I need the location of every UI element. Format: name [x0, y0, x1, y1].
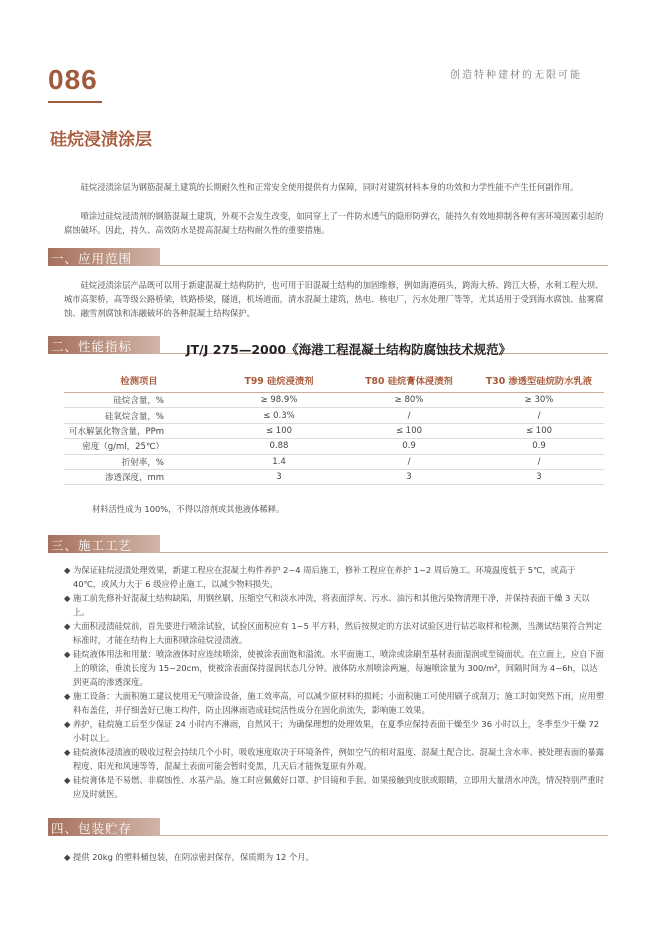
table-cell: 3 — [214, 469, 344, 484]
table-cell: / — [474, 454, 604, 469]
table-row — [64, 469, 604, 484]
standard-title: JT/J 275—2000《海港工程混凝土结构防腐蚀技术规范》 — [186, 342, 512, 357]
table-row — [64, 408, 604, 423]
list-item: ◆ 大面积浸渍硅烷前，首先要进行喷涂试验，试验区面积应有 1~5 平方料，然后按规定的方法对试验区进行钻芯取样和检测，当测试结果符合判定标准时，才能在结构上大面积喷涂硅烷浸渍液。 — [64, 621, 602, 645]
application-paragraph: 硅烷浸渍涂层产品既可以用于新建混凝土结构防护，也可用于旧混凝土结构的加固维修，例如海港码头，跨海大桥、跨江大桥，水利工程大坝、城市高架桥，高等级公路桥梁，铁路桥梁，隧道，机场道面，清水混凝土建筑，热电、核电厂，污水处理厂等等，尤其适用于受到海水腐蚀、盐雾腐蚀、融雪剂腐蚀和冻融破坏的各种混凝土结构保护。 — [64, 280, 604, 318]
list-item-text: 施工前先修补好混凝土结构缺陷，用钢丝刷、压缩空气和淡水冲洗，将表面浮灰、污水、油污和其他污染物清理干净，并保持表面干燥 3 天以上。 — [73, 593, 590, 617]
page-number: 086 — [48, 64, 98, 95]
table-cell: / — [344, 454, 474, 469]
list-item-text: 养护，硅烷施工后至少保证 24 小时内不淋雨，自然风干；为确保理想的处理效果，在夏季应保持表面干燥至少 36 小时以上，冬季至少干燥 72 小时以上。 — [73, 719, 600, 743]
table-row — [64, 423, 604, 438]
list-item: ◆ 提供 20kg 的塑料桶包装，在阴凉密封保存，保质期为 12 个月。 — [64, 852, 314, 862]
table-cell: 1.4 — [214, 454, 344, 469]
table-cell: 0.88 — [214, 439, 344, 454]
table-cell: ≤ 100 — [474, 423, 604, 438]
list-item-text: 硅烷液体浸渍液的吸收过程会持续几个小时，吸收速度取决于环境条件，例如空气的相对温度、混凝土配合比、混凝土含水率、被处理表面的暴露程度、阳光和风速等等，混凝土表面可能会暂时变黑，几天后才能恢复原有外观。 — [73, 747, 605, 771]
table-cell: 折射率，% — [64, 454, 214, 469]
section-header-label: 一、应用范围 — [51, 251, 133, 266]
section-header-line — [160, 265, 608, 266]
table-cell: ≥ 80% — [344, 393, 474, 408]
table-note: 材料活性成为 100%，不得以溶剂或其他液体稀释。 — [92, 504, 285, 514]
list-item-text: 大面积浸渍硅烷前，首先要进行喷涂试验，试验区面积应有 1~5 平方料，然后按规定的方法对试验区进行钻芯取样和检测，当测试结果符合判定标准时，才能在结构上大面积喷涂硅烷浸渍液。 — [73, 621, 602, 645]
table-cell: ≤ 0.3% — [214, 408, 344, 423]
table-cell: ≤ 100 — [214, 423, 344, 438]
page-number-rule — [48, 101, 102, 103]
section-header-label: 四、包装贮存 — [51, 821, 133, 836]
table-header-t30: T30 渗透型硅烷防水乳液 — [474, 368, 604, 393]
list-item: ◆ 施工前先修补好混凝土结构缺陷，用钢丝刷、压缩空气和淡水冲洗，将表面浮灰、污水、油污和其他污染物清理干净，并保持表面干燥 3 天以上。 — [64, 593, 590, 617]
table-header-t99: T99 硅烷浸渍剂 — [214, 368, 344, 393]
table-cell: 0.9 — [344, 439, 474, 454]
table-header-t80: T80 硅烷膏体浸渍剂 — [344, 368, 474, 393]
section-header-line — [160, 835, 608, 836]
page-slogan: 创造特种建材的无限可能 — [450, 70, 582, 81]
table-cell: 硅氧烷含量，% — [64, 408, 214, 423]
table-cell: 渗透深度，mm — [64, 469, 214, 484]
intro-paragraph-2: 喷涂过硅烷浸渍剂的钢筋混凝土建筑，外观不会发生改变，如同穿上了一件防水透气的隐形防弹衣，能持久有效地抑制各种有害环境因素引起的腐蚀破坏。因此，持久、高效防水是提高混凝土结构耐久性的重要措施。 — [64, 211, 604, 235]
list-item: ◆ 硅烷液体浸渍液的吸收过程会持续几个小时，吸收速度取决于环境条件，例如空气的相对温度、混凝土配合比、混凝土含水率、被处理表面的暴露程度、阳光和风速等等，混凝土表面可能会暂时变黑，几天后才能恢复原有外观。 — [64, 747, 605, 771]
table-cell: ≥ 30% — [474, 393, 604, 408]
list-item: ◆ 为保证硅烷浸渍处理效果，新建工程应在混凝土构件养护 2~4 周后施工，修补工程应在养护 1~2 周后施工。环境温度低于 5℃，或高于 40℃，或风力大于 6 级应停止施工，以减少物料损失。 — [64, 565, 576, 589]
packaging-list — [64, 850, 604, 864]
table-cell: 可水解氯化物含量，PPm — [64, 423, 214, 438]
section-header-label: 三、施工工艺 — [51, 538, 133, 553]
table-cell: / — [474, 408, 604, 423]
list-item-text: 为保证硅烷浸渍处理效果，新建工程应在混凝土构件养护 2~4 周后施工，修补工程应在养护 1~2 周后施工。环境温度低于 5℃，或高于 40℃，或风力大于 6 级应停止施工，以减少物料损失。 — [73, 565, 576, 589]
table-row — [64, 393, 604, 408]
list-item: ◆ 硅烷膏体是不易燃、非腐蚀性、水基产品。施工时应佩戴好口罩、护目镜和手套。如果接触到皮肤或眼睛，立即用大量清水冲洗，情况特别严重时应及时就医。 — [64, 775, 605, 799]
intro-paragraph-1: 硅烷浸渍涂层为钢筋混凝土建筑的长期耐久性和正常安全使用提供有力保障，同时对建筑材料本身的功效和力学性能不产生任何副作用。 — [80, 182, 579, 192]
list-item-text: 硅烷液体用法和用量：喷涂液体时应连续喷涂，使被涂表面饱和溢流。水平面施工，喷涂或涂刷至基材表面湿润或至镜面状。在立面上，应自下面上的喷涂，垂流长度为 15~20cm，使被涂表面保持湿润状态几分钟。液体防水剂喷涂两遍，每遍喷涂量为 300/m²，间隔时间为 4~6h，以达到更高的渗透深度。 — [73, 649, 605, 687]
page-title: 硅烷浸渍涂层 — [50, 130, 152, 150]
list-item-text: 提供 20kg 的塑料桶包装，在阴凉密封保存，保质期为 12 个月。 — [73, 852, 314, 862]
table-cell: 硅烷含量，% — [64, 393, 214, 408]
section-header-label: 二、性能指标 — [51, 339, 133, 354]
construction-list — [64, 563, 604, 801]
list-item-text: 硅烷膏体是不易燃、非腐蚀性、水基产品。施工时应佩戴好口罩、护目镜和手套。如果接触到皮肤或眼睛，立即用大量清水冲洗，情况特别严重时应及时就医。 — [73, 775, 605, 799]
section-header-line — [160, 552, 608, 553]
section-header-construction — [48, 535, 608, 553]
table-row — [64, 439, 604, 454]
table-cell: 0.9 — [474, 439, 604, 454]
table-cell: / — [344, 408, 474, 423]
section-header-application — [48, 248, 608, 266]
table-header-item: 检测项目 — [64, 368, 214, 393]
table-row — [64, 454, 604, 469]
performance-table — [64, 368, 604, 485]
list-item-text: 施工设备：大面积施工建议使用无气喷涂设备，施工效率高，可以减少原材料的损耗；小面积施工可使用刷子或刮刀；施工时如突然下雨，应用塑料布盖住，并仔细盖好已施工构件，防止因淋雨造成硅烷活性成分在固化前流失，影响施工效果。 — [73, 691, 605, 715]
table-cell: 3 — [474, 469, 604, 484]
list-item: ◆ 硅烷液体用法和用量：喷涂液体时应连续喷涂，使被涂表面饱和溢流。水平面施工，喷涂或涂刷至基材表面湿润或至镜面状。在立面上，应自下面上的喷涂，垂流长度为 15~20cm，使被涂表面保持湿润状态几分钟。液体防水剂喷涂两遍，每遍喷涂量为 300/m²，间隔时间为 4~6h，以达到更高的渗透深度。 — [64, 649, 605, 687]
table-header-row — [64, 368, 604, 393]
section-header-packaging — [48, 818, 608, 836]
table-cell: 3 — [344, 469, 474, 484]
table-cell: ≥ 98.9% — [214, 393, 344, 408]
list-item: ◆ 施工设备：大面积施工建议使用无气喷涂设备，施工效率高，可以减少原材料的损耗；小面积施工可使用刷子或刮刀；施工时如突然下雨，应用塑料布盖住，并仔细盖好已施工构件，防止因淋雨造成硅烷活性成分在固化前流失，影响施工效果。 — [64, 691, 605, 715]
list-item: ◆ 养护，硅烷施工后至少保证 24 小时内不淋雨，自然风干；为确保理想的处理效果，在夏季应保持表面干燥至少 36 小时以上，冬季至少干燥 72 小时以上。 — [64, 719, 600, 743]
table-cell: 密度（g/ml，25℃） — [64, 439, 214, 454]
table-cell: ≤ 100 — [344, 423, 474, 438]
